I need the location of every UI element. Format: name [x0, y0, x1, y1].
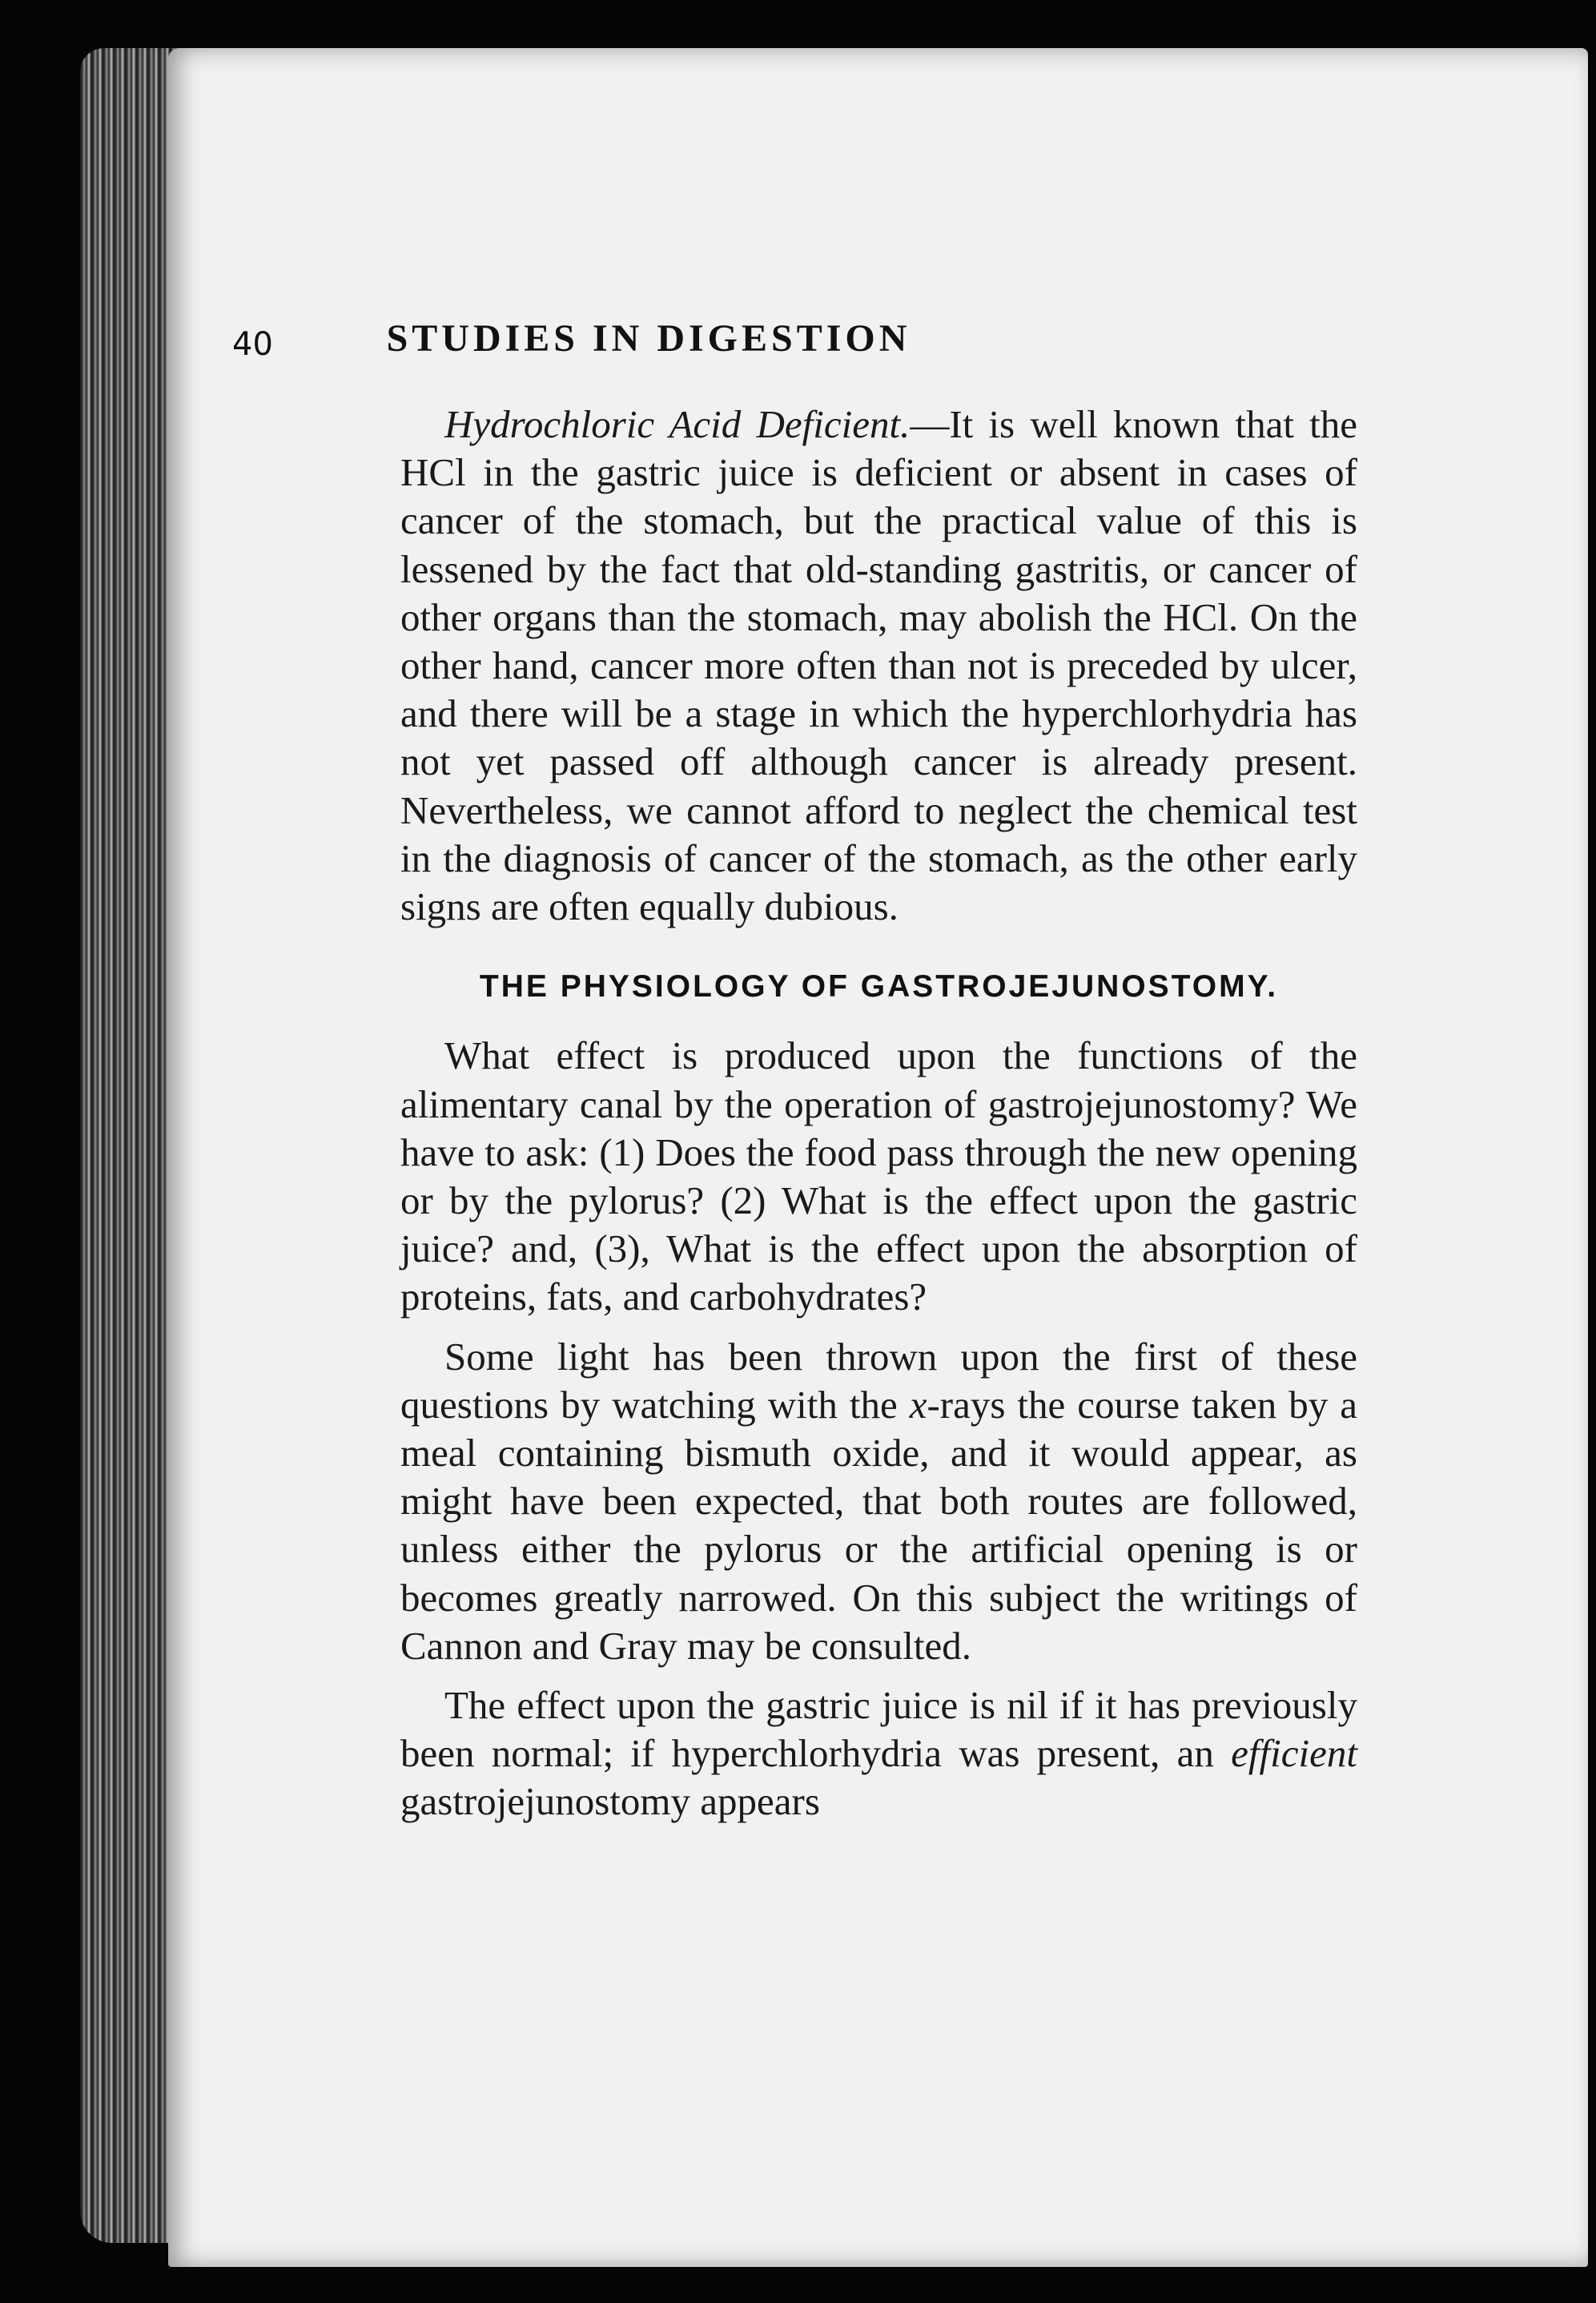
paragraph-text: Some light has been thrown upon the first of these questions by watching with the: [400, 1334, 1357, 1427]
italic-term: x: [909, 1382, 927, 1427]
paragraph-text: —It is well known that the HCl in the gastric juice is deficient or absent in cases of cancer of the stomach, but the practical value of this is lessened by the fact that old-standing gastritis, or cancer of other organs than the stomach, may abolish the HCl. On the other hand, cancer more often than not is preceded by ulcer, and there will be a stage in which the hyperchlorhydria has not yet passed off although cancer is already present. Nevertheless, we cannot afford to neglect the chemical test in the diagnosis of cancer of the stomach, as the other early signs are often equally dubious.: [400, 402, 1357, 929]
running-head: [232, 316, 1065, 372]
paragraph-questions: What effect is produced upon the functions of the alimentary canal by the operation of gastrojejunostomy? We have to ask: (1) Does the food pass through the new opening or by the pylorus? (2) What is the effect upon the gastric juice? and, (3), What is the effect upon the absorption of proteins, fats, and carbohydrates?: [400, 1033, 1357, 1319]
paragraph-text: gastrojejunostomy appears: [400, 1779, 820, 1824]
paragraph-text: -rays the course taken by a meal containing bismuth oxide, and it would appear, as might have been expected, that both routes are followed, unless either the pylorus or the artificial opening is or becomes greatly narrowed. On this subject the writings of Cannon and Gray may be consulted.: [400, 1382, 1358, 1668]
section-heading: THE PHYSIOLOGY OF GASTROJEJUNOSTOMY.: [479, 969, 1279, 1005]
paragraph-lead: Hydrochloric Acid Deficient.: [444, 402, 911, 446]
paragraph-text: The effect upon the gastric juice is nil if it has previously been normal; if hyperchlorhydria was present, an: [400, 1683, 1357, 1776]
running-title: STUDIES IN DIGESTION: [386, 317, 911, 360]
body-text: [400, 401, 1357, 1826]
paragraph-x-rays: [400, 1333, 1357, 1670]
paragraph-gastric-juice: [400, 1681, 1357, 1826]
paragraph-hydrochloric-acid: [400, 401, 1357, 931]
italic-term: efficient: [1231, 1731, 1357, 1776]
page-number: 40: [232, 326, 273, 363]
